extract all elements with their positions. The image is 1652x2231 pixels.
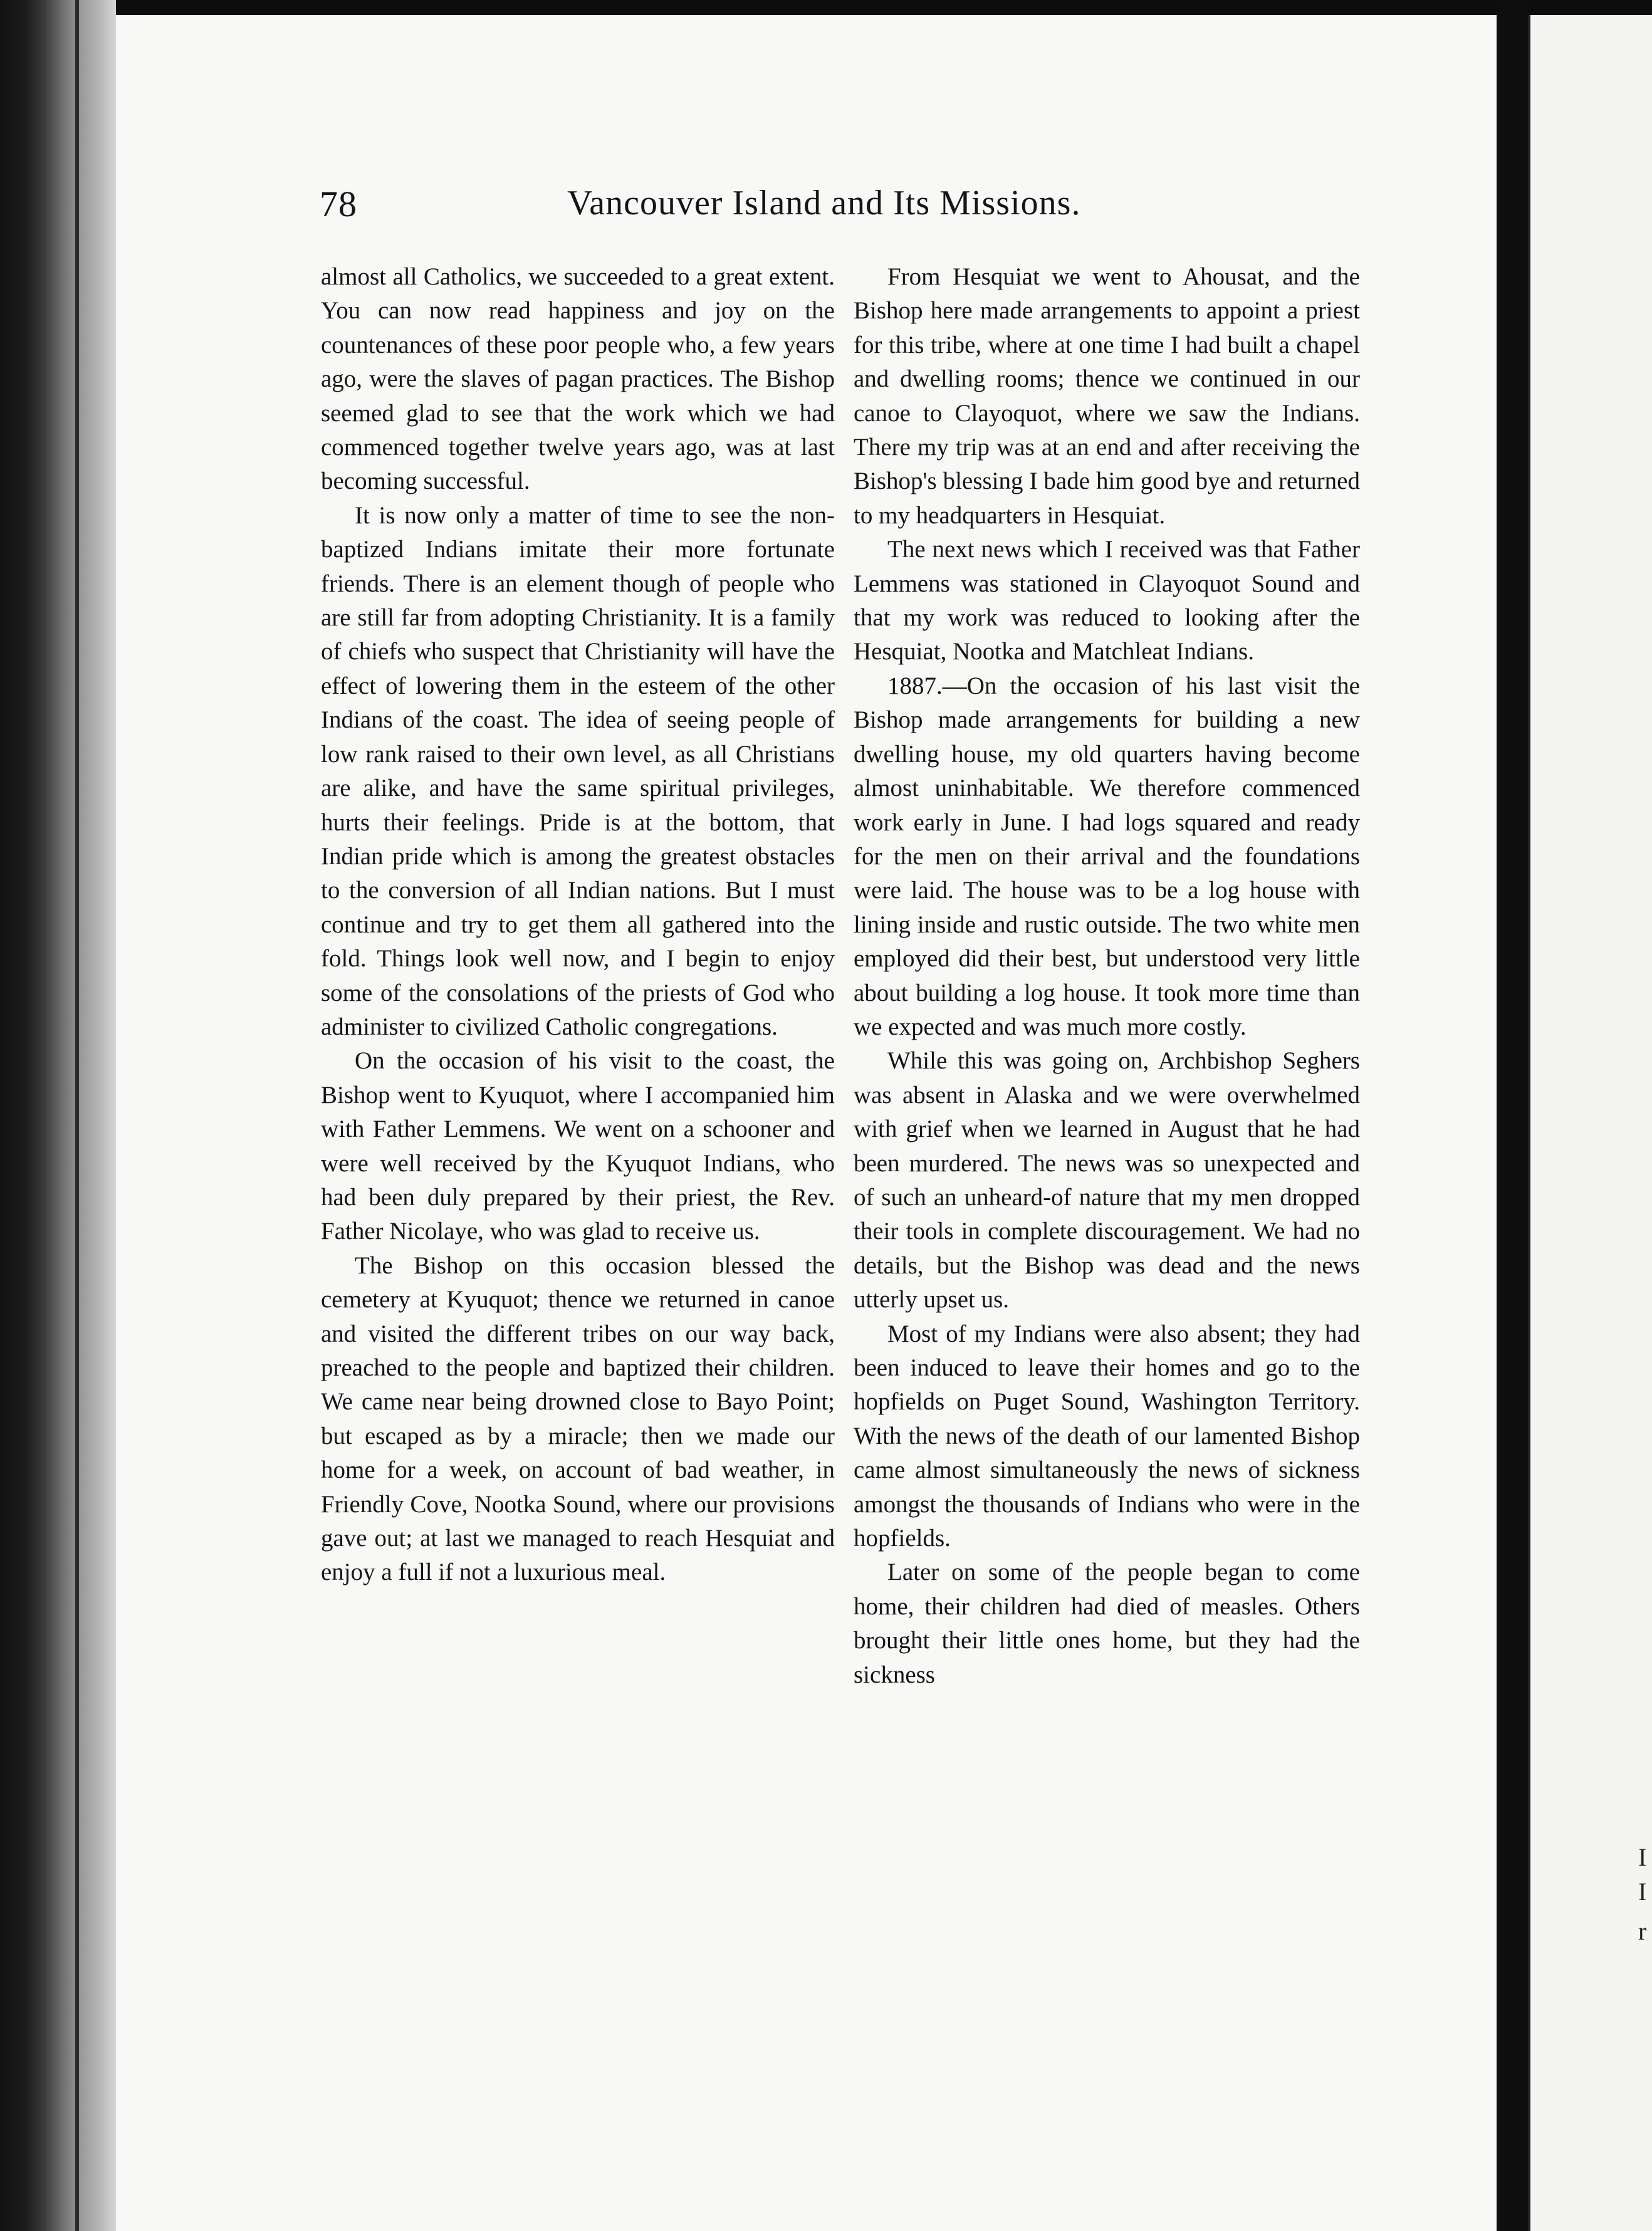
right-text-column bbox=[854, 260, 1360, 1692]
paragraph: Most of my Indians were also absent; they had been induced to leave their homes and go to the hopfields on Puget Sound, Washington Territory. With the news of the death of our lamented Bishop came almost simultaneously the news of sickness amongst the thousands of Indians who were in the hopfields. bbox=[854, 1320, 1360, 1552]
page-number: 78 bbox=[320, 184, 357, 224]
paragraph: The Bishop on this occasion blessed the cemetery at Kyuquot; thence we returned in canoe and visited the different tribes on our way back, preached to the people and baptized their children. We came near being drowned close to Bayo Point; but escaped as by a miracle; then we made our home for a week, on account of bad weather, in Friendly Cove, Nootka Sound, where our provisions gave out; at last we managed to reach Hesquiat and enjoy a full if not a luxurious meal. bbox=[321, 1251, 835, 1586]
running-title: Vancouver Island and Its Missions. bbox=[567, 184, 1081, 222]
paragraph: Later on some of the people began to come home, their children had died of measles. Others brought their little ones home, but they had the sickness bbox=[854, 1559, 1360, 1688]
left-text-column bbox=[321, 260, 835, 1590]
adjacent-page-edge bbox=[1528, 15, 1652, 2231]
paragraph: almost all Catholics, we succeeded to a great extent. You can now read happiness and joy on the countenances of these poor people who, a few years ago, were the slaves of pagan practices. The Bishop seemed glad to see that the work which we had commenced together twelve years ago, was at last becoming successful. bbox=[321, 263, 835, 495]
paragraph: While this was going on, Archbishop Seghers was absent in Alaska and we were overwhelmed with grief when we learned in August that he had been murdered. The news was so unexpected and of such an unheard-of nature that my men dropped their tools in complete discouragement. We had no details, but the Bishop was dead and the news utterly upset us. bbox=[854, 1047, 1360, 1314]
paragraph: It is now only a matter of time to see the non-baptized Indians imitate their more fortunate friends. There is an element though of people who are still far from adopting Christianity. It is a family of chiefs who suspect that Christianity will have the effect of lowering them in the esteem of the other Indians of the coast. The idea of seeing people of low rank raised to their own level, as all Christians are alike, and have the same spiritual privileges, hurts their feelings. Pride is at the bottom, that Indian pride which is among the greatest obstacles to the conversion of all Indian nations. But I must continue and try to get them all gathered into the fold. Things look well now, and I begin to enjoy some of the consolations of the priests of God who administer to civilized Catholic congregations. bbox=[321, 501, 835, 1040]
paragraph: 1887.—On the occasion of his last visit the Bishop made arrangements for building a new dwelling house, my old quarters having become almost uninhabitable. We therefore commenced work early in June. I had logs squared and ready for the men on their arrival and the foundations were laid. The house was to be a log house with lining inside and rustic outside. The two white men employed did their best, but understood very little about building a log house. It took more time than we expected and was much more costly. bbox=[854, 672, 1360, 1040]
paragraph: The next news which I received was that Father Lemmens was stationed in Clayoquot Sound and that my work was reduced to looking after the Hesquiat, Nootka and Matchleat Indians. bbox=[854, 536, 1360, 666]
book-binding-edge bbox=[0, 0, 116, 2231]
paragraph: From Hesquiat we went to Ahousat, and the Bishop here made arrangements to appoint a priest for this tribe, where at one time I had built a chapel and dwelling rooms; thence we continued in our canoe to Clayoquot, where we saw the Indians. There my trip was at an end and after receiving the Bishop's blessing I bade him good bye and returned to my headquarters in Hesquiat. bbox=[854, 263, 1360, 529]
adjacent-page-text-fragment: I bbox=[1638, 1843, 1647, 1871]
page-gutter bbox=[1497, 0, 1528, 2231]
adjacent-page-text-fragment: I bbox=[1638, 1878, 1647, 1906]
adjacent-page-text-fragment: r bbox=[1638, 1917, 1647, 1945]
page-header bbox=[320, 183, 1153, 233]
paragraph: On the occasion of his visit to the coast, the Bishop went to Kyuquot, where I accompanied him with Father Lemmens. We went on a schooner and were well received by the Kyuquot Indians, who had been duly prepared by their priest, the Rev. Father Nicolaye, who was glad to receive us. bbox=[321, 1047, 835, 1245]
scan-top-border bbox=[0, 0, 1652, 15]
